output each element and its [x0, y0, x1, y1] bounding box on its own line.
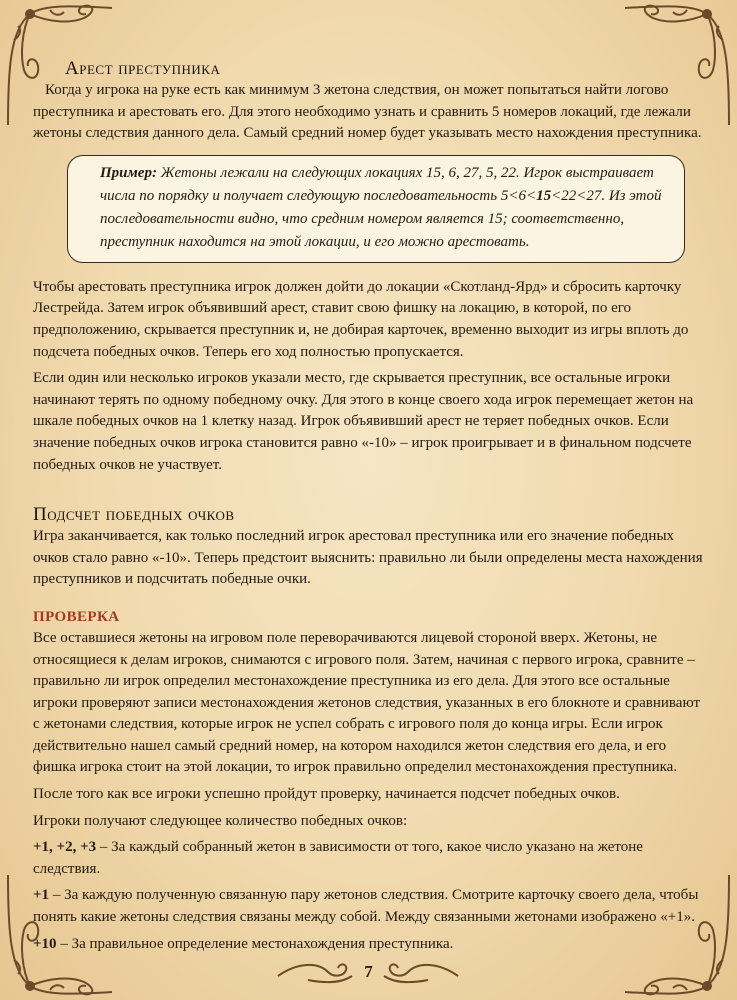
example-text-start: Жетоны лежали на следующих локациях 15, 6, 27, 5, 22. Игрок выстраивает числа по порядку и получает следующую последовательность 5<6< [100, 164, 654, 204]
page-number: 7 [364, 962, 373, 981]
scoring-paragraph-1: Игра заканчивается, как только последний игрок арестовал преступника или его значение победных очков стало равно «-10». Теперь предстоит выяснить: правильно ли были определены места нахождения преступников и подсчитать победные очки. [33, 528, 703, 588]
scoring-rule-2 [33, 885, 705, 928]
check-paragraph-1: Все оставшиеся жетоны на игровом поле переворачиваются лицевой стороной вверх. Жетоны, не относящиеся к делам игроков, снимаются с игрового поля. Затем, начиная с первого игрока, сравните – правильно ли игрок определил местонахождение преступника из его дела. Для этого все остальные игроки проверяют записи местонахождения жетонов следствия, указанных в его блокноте и сравнивают с жетонами следствия, которые игрок не успел собрать с игрового поля до конца игры. Если игрок действительно нашел самый средний номер, на котором находился жетон следствия его дела, и его фишка игрока стоит на этой локации, то игрок правильно определил местонахождения преступника. [33, 629, 701, 776]
page-content [33, 58, 705, 960]
section-title-scoring: Подсчет победных очков [33, 504, 235, 526]
scoring-rule-1-text: – За каждый собранный жетон в зависимости от того, какое число указано на жетоне следствия. [33, 839, 643, 877]
scoring-rule-3-points: +10 [33, 935, 57, 952]
section-title-arrest: Арест преступника [65, 58, 221, 79]
page-footer [0, 954, 737, 994]
scoring-rule-3 [33, 934, 705, 956]
check-paragraph-2: После того как все игроки успешно пройдут проверку, начинается подсчет победных очков. [33, 786, 620, 803]
example-box [67, 155, 685, 263]
arrest-paragraph-2: Чтобы арестовать преступника игрок должен дойти до локации «Скотланд-Ярд» и сбросить карточку Лестрейда. Затем игрок объявивший арест, ставит свою фишку на локацию, в которой, по его предположению, скрывается преступник и, не добирая карточек, временно выходит из игры вплоть до подсчета победных очков. Теперь его ход полностью пропускается. [33, 278, 689, 360]
scoring-rule-2-text: – За каждую полученную связанную пару жетонов следствия. Смотрите карточку своего дела, чтобы понять какие жетоны следствия связаны между собой. Между связанными жетонами изображено «+1». [33, 887, 699, 926]
example-text-end: <22<27. Из этой последовательности видно, что средним номером является 15; соответственно, преступник находится на этой локации, и его можно арестовать. [100, 187, 662, 250]
scoring-rule-1-points: +1, +2, +3 [33, 839, 97, 856]
check-paragraph-3: Игроки получают следующее количество победных очков: [33, 812, 408, 829]
scoring-rule-1 [33, 837, 705, 880]
example-highlight-number: 15 [536, 187, 552, 204]
subsection-title-check: ПРОВЕРКА [33, 608, 120, 625]
scoring-rule-3-text: – За правильное определение местонахождения преступника. [56, 935, 454, 952]
scoring-rule-2-points: +1 [33, 887, 50, 904]
arrest-paragraph-3: Если один или несколько игроков указали место, где скрывается преступник, все остальные игроки начинают терять по одному победному очку. Для этого в конце своего хода игрок перемещает жетон на шкале победных очков на 1 клетку назад. Игрок объявивший арест не теряет победных очков. Если значение победных очков игрока становится равно «-10» – игрок проигрывает и в финальном подсчете победных очков не участвует. [33, 370, 694, 473]
arrest-paragraph-1: Когда у игрока на руке есть как минимум 3 жетона следствия, он может попытаться найти логово преступника и арестовать его. Для этого необходимо узнать и сравнить 5 номеров локаций, где лежали жетоны следствия данного дела. Самый средний номер будет указывать место нахождения преступника. [33, 82, 702, 142]
example-label: Пример: [100, 164, 157, 181]
